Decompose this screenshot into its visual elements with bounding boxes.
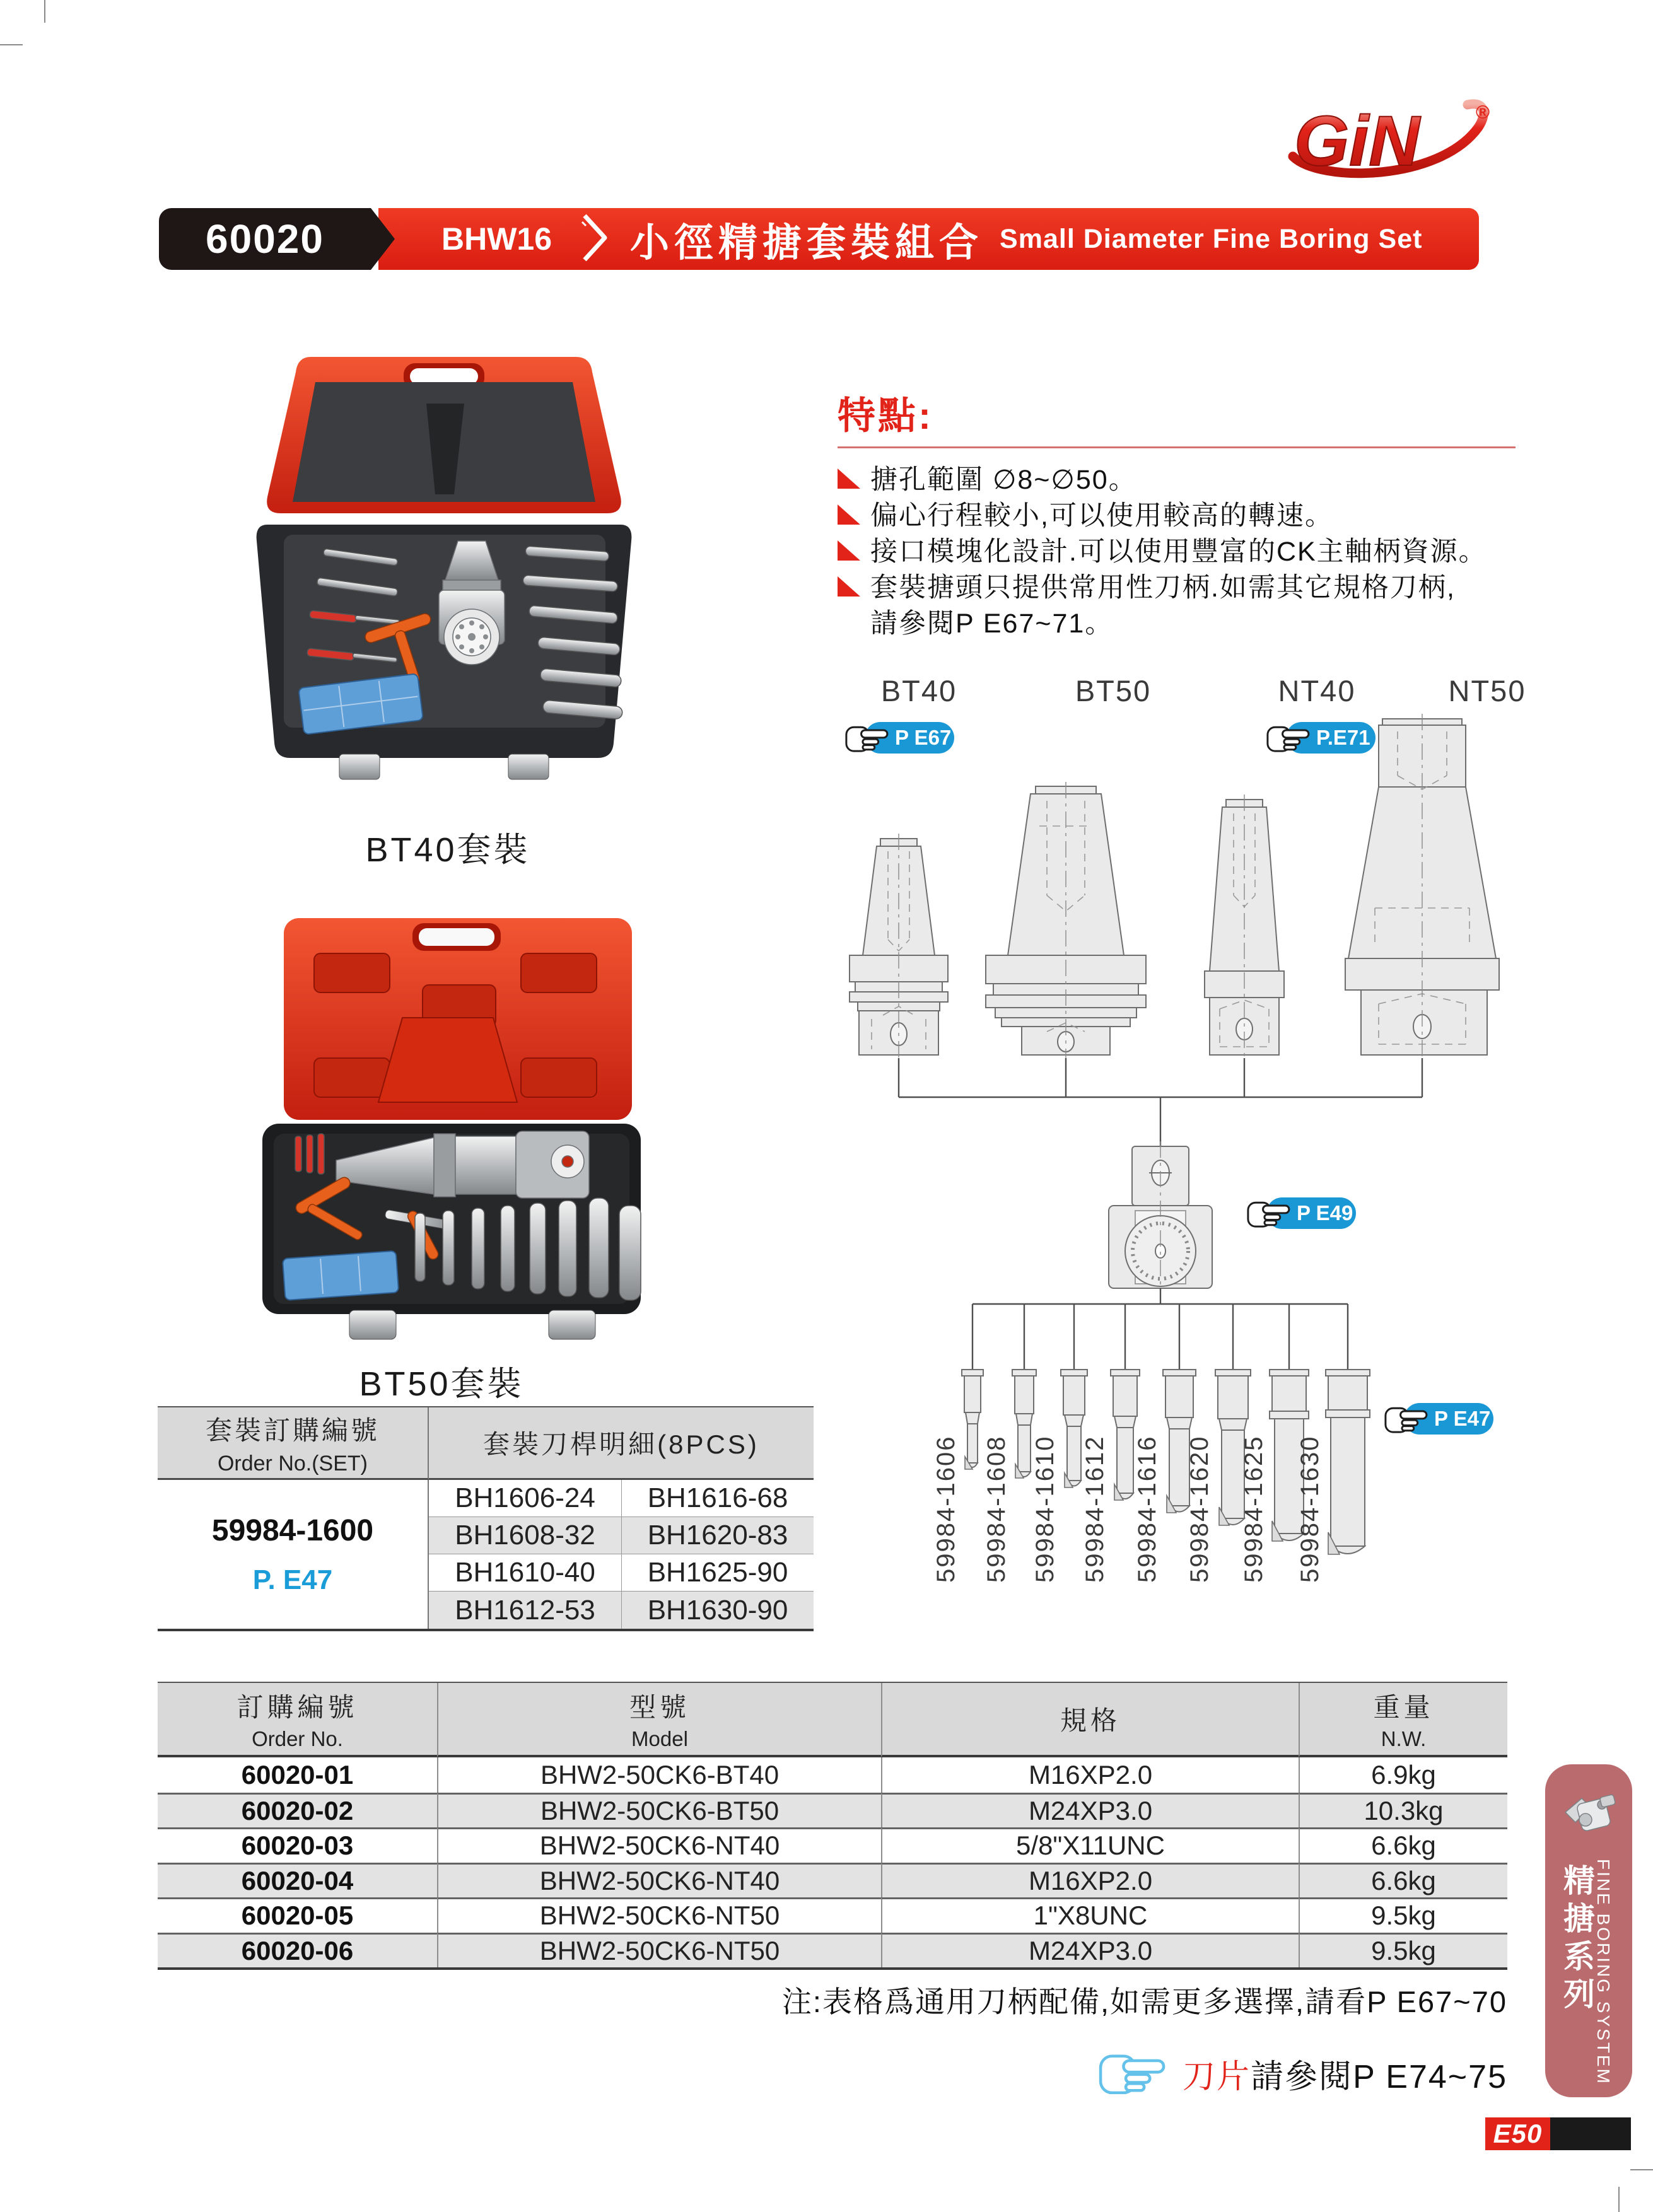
- holder-label-nt50: NT50: [1448, 674, 1526, 707]
- holder-drawing-bt50: [986, 782, 1146, 1058]
- bullet-triangle-icon: [838, 540, 860, 561]
- case-latch: [349, 1310, 396, 1339]
- page-number-bar: [1550, 2117, 1631, 2150]
- order-table-header: 型號 Model: [437, 1683, 881, 1757]
- table-cell: M24XP3.0: [881, 1933, 1299, 1968]
- holder-drawing-nt40: [1205, 795, 1284, 1058]
- table-cell: 60020-05: [158, 1897, 437, 1933]
- set-order-table: [158, 1406, 814, 1631]
- feature-item: 接口模塊化設計.可以使用豐富的CK主軸柄資源。: [870, 537, 1487, 567]
- set-table-header-en: Order No.(SET): [217, 1451, 368, 1476]
- feature-item-continuation: 請參閱P E67~71。: [870, 608, 1114, 639]
- blade-reference-keyword: 刀片: [1183, 2058, 1251, 2095]
- gin-logo: [1275, 88, 1502, 195]
- table-cell: 1"X8UNC: [881, 1897, 1299, 1933]
- feature-item: 偏心行程較小,可以使用較高的轉速。: [870, 501, 1333, 531]
- table-cell: 60020-06: [158, 1933, 437, 1968]
- pointing-hand-icon: [1266, 722, 1311, 755]
- page-ref-label: P E67: [895, 726, 952, 749]
- bar-label: 59984-1608: [983, 1435, 1010, 1583]
- bar-label: 59984-1610: [1031, 1435, 1059, 1583]
- header-banner: [378, 208, 1479, 270]
- page-ref-tag-e71[interactable]: [1270, 721, 1376, 755]
- blade-reference-text: 請參閱P E74~75: [1251, 2058, 1507, 2095]
- feature-item: 搪孔範圍 ∅8~∅50。: [870, 465, 1137, 495]
- table-cell: BHW2-50CK6-BT40: [437, 1757, 881, 1793]
- set-table-cell: BH1630-90: [621, 1592, 814, 1629]
- holder-label-nt40: NT40: [1278, 674, 1356, 707]
- series-tab-title-zh: 精搪系列: [1559, 1864, 1594, 2015]
- order-table: [158, 1682, 1507, 1970]
- bt40-caption: BT40套裝: [365, 831, 530, 869]
- table-cell: 9.5kg: [1299, 1933, 1507, 1968]
- tool-system-diagram: [832, 656, 1615, 1605]
- page-ref-label: P E47: [1434, 1407, 1491, 1430]
- table-cell: 60020-04: [158, 1863, 437, 1898]
- case-latch: [549, 1310, 595, 1339]
- bar-label: 59984-1612: [1081, 1435, 1109, 1583]
- holder-drawing-nt50: [1345, 714, 1499, 1058]
- bt50-set-photo: [226, 909, 665, 1354]
- features-heading: 特點:: [838, 395, 933, 437]
- table-cell: 6.6kg: [1299, 1827, 1507, 1863]
- pointing-hand-icon: [1246, 1197, 1292, 1230]
- bullet-triangle-icon: [838, 469, 860, 489]
- pointing-hand-icon: [1098, 2048, 1167, 2098]
- table-cell: 9.5kg: [1299, 1897, 1507, 1933]
- bullet-triangle-icon: [838, 504, 860, 525]
- bar-label: 59984-1625: [1240, 1435, 1268, 1583]
- holder-label-bt40: BT40: [880, 674, 957, 707]
- set-table-header-zh: 套裝訂購編號: [205, 1415, 380, 1445]
- page-ref-tag-e67[interactable]: [848, 721, 954, 755]
- holder-label-bt50: BT50: [1075, 674, 1152, 707]
- pointing-hand-icon: [844, 722, 890, 755]
- chevron-icon: [581, 213, 609, 265]
- crop-mark: [1630, 2169, 1653, 2170]
- set-table-cell: BH1616-68: [621, 1480, 814, 1517]
- table-cell: 5/8"X11UNC: [881, 1827, 1299, 1863]
- order-table-header: 規格: [881, 1683, 1299, 1757]
- table-cell: BHW2-50CK6-NT50: [437, 1897, 881, 1933]
- page-number-badge: [1485, 2117, 1631, 2150]
- product-code: 60020: [206, 216, 324, 262]
- set-order-cell: [158, 1480, 429, 1629]
- crop-mark: [0, 44, 23, 45]
- page-ref-tag-e47[interactable]: [1387, 1402, 1493, 1436]
- bt40-set-photo: [245, 346, 643, 796]
- product-code-badge: [159, 208, 371, 270]
- table-cell: BHW2-50CK6-NT50: [437, 1933, 881, 1968]
- table-cell: 10.3kg: [1299, 1793, 1507, 1828]
- case-latch: [339, 754, 380, 779]
- set-table-header-detail: [429, 1407, 814, 1480]
- holder-drawing-bt40: [850, 834, 948, 1058]
- series-side-tab[interactable]: [1545, 1764, 1632, 2097]
- logo-text: GiN: [1294, 102, 1420, 180]
- set-order-page-link[interactable]: P. E47: [252, 1564, 333, 1595]
- set-table-header-detail-label: 套裝刀桿明細(8PCS): [483, 1429, 759, 1459]
- crop-mark: [44, 0, 45, 23]
- table-cell: 6.6kg: [1299, 1863, 1507, 1898]
- table-cell: BHW2-50CK6-BT50: [437, 1793, 881, 1828]
- features-divider: [838, 446, 1516, 448]
- case-latch: [508, 754, 549, 779]
- bar-label: 59984-1630: [1296, 1435, 1324, 1583]
- table-cell: M16XP2.0: [881, 1757, 1299, 1793]
- table-cell: M24XP3.0: [881, 1793, 1299, 1828]
- bullet-triangle-icon: [838, 576, 860, 597]
- boring-head-drawing: [1109, 1141, 1212, 1294]
- table-cell: 6.9kg: [1299, 1757, 1507, 1793]
- blade-reference-line: [1098, 2048, 1507, 2098]
- crop-mark: [1618, 2187, 1620, 2212]
- order-table-header: 重量 N.W.: [1299, 1683, 1507, 1757]
- set-table-cell: BH1608-32: [429, 1517, 621, 1554]
- logo-registered-mark: ®: [1476, 102, 1490, 123]
- model-code: BHW16: [441, 221, 552, 257]
- bar-label: 59984-1606: [932, 1435, 960, 1583]
- set-table-header-order: [158, 1407, 429, 1480]
- page-ref-tag-e49[interactable]: [1250, 1196, 1356, 1230]
- order-table-header: 訂購編號 Order No.: [158, 1683, 437, 1757]
- series-tab-photo: [1554, 1779, 1623, 1855]
- insert-box: [283, 1251, 399, 1300]
- features-section: [838, 386, 1516, 642]
- feature-item: 套裝搪頭只提供常用性刀柄.如需其它規格刀柄,: [870, 573, 1456, 603]
- pointing-hand-icon: [1384, 1403, 1429, 1436]
- page-title-en: Small Diameter Fine Boring Set: [1000, 223, 1423, 254]
- page-ref-label: P E49: [1297, 1201, 1353, 1225]
- page-number: E50: [1493, 2119, 1543, 2148]
- table-note: 注:表格爲通用刀柄配備,如需更多選擇,請看P E67~70: [781, 1985, 1507, 2018]
- table-cell: M16XP2.0: [881, 1863, 1299, 1898]
- table-cell: BHW2-50CK6-NT40: [437, 1863, 881, 1898]
- table-cell: 60020-02: [158, 1793, 437, 1828]
- table-cell: 60020-03: [158, 1827, 437, 1863]
- set-order-number: 59984-1600: [211, 1513, 374, 1547]
- bar-label: 59984-1616: [1133, 1435, 1161, 1583]
- bar-label: 59984-1620: [1186, 1435, 1213, 1583]
- page-ref-label: P.E71: [1316, 726, 1370, 749]
- bt50-caption: BT50套裝: [359, 1365, 524, 1403]
- set-table-cell: BH1620-83: [621, 1517, 814, 1554]
- page-title: 小徑精搪套裝組合: [630, 221, 984, 265]
- table-cell: BHW2-50CK6-NT40: [437, 1827, 881, 1863]
- set-table-cell: BH1625-90: [621, 1554, 814, 1592]
- set-table-cell: BH1610-40: [429, 1554, 621, 1592]
- series-tab-title-en: FINE BORING SYSTEM: [1594, 1859, 1613, 2085]
- table-cell: 60020-01: [241, 1759, 354, 1790]
- set-table-cell: BH1612-53: [429, 1592, 621, 1629]
- set-table-cell: BH1606-24: [429, 1480, 621, 1517]
